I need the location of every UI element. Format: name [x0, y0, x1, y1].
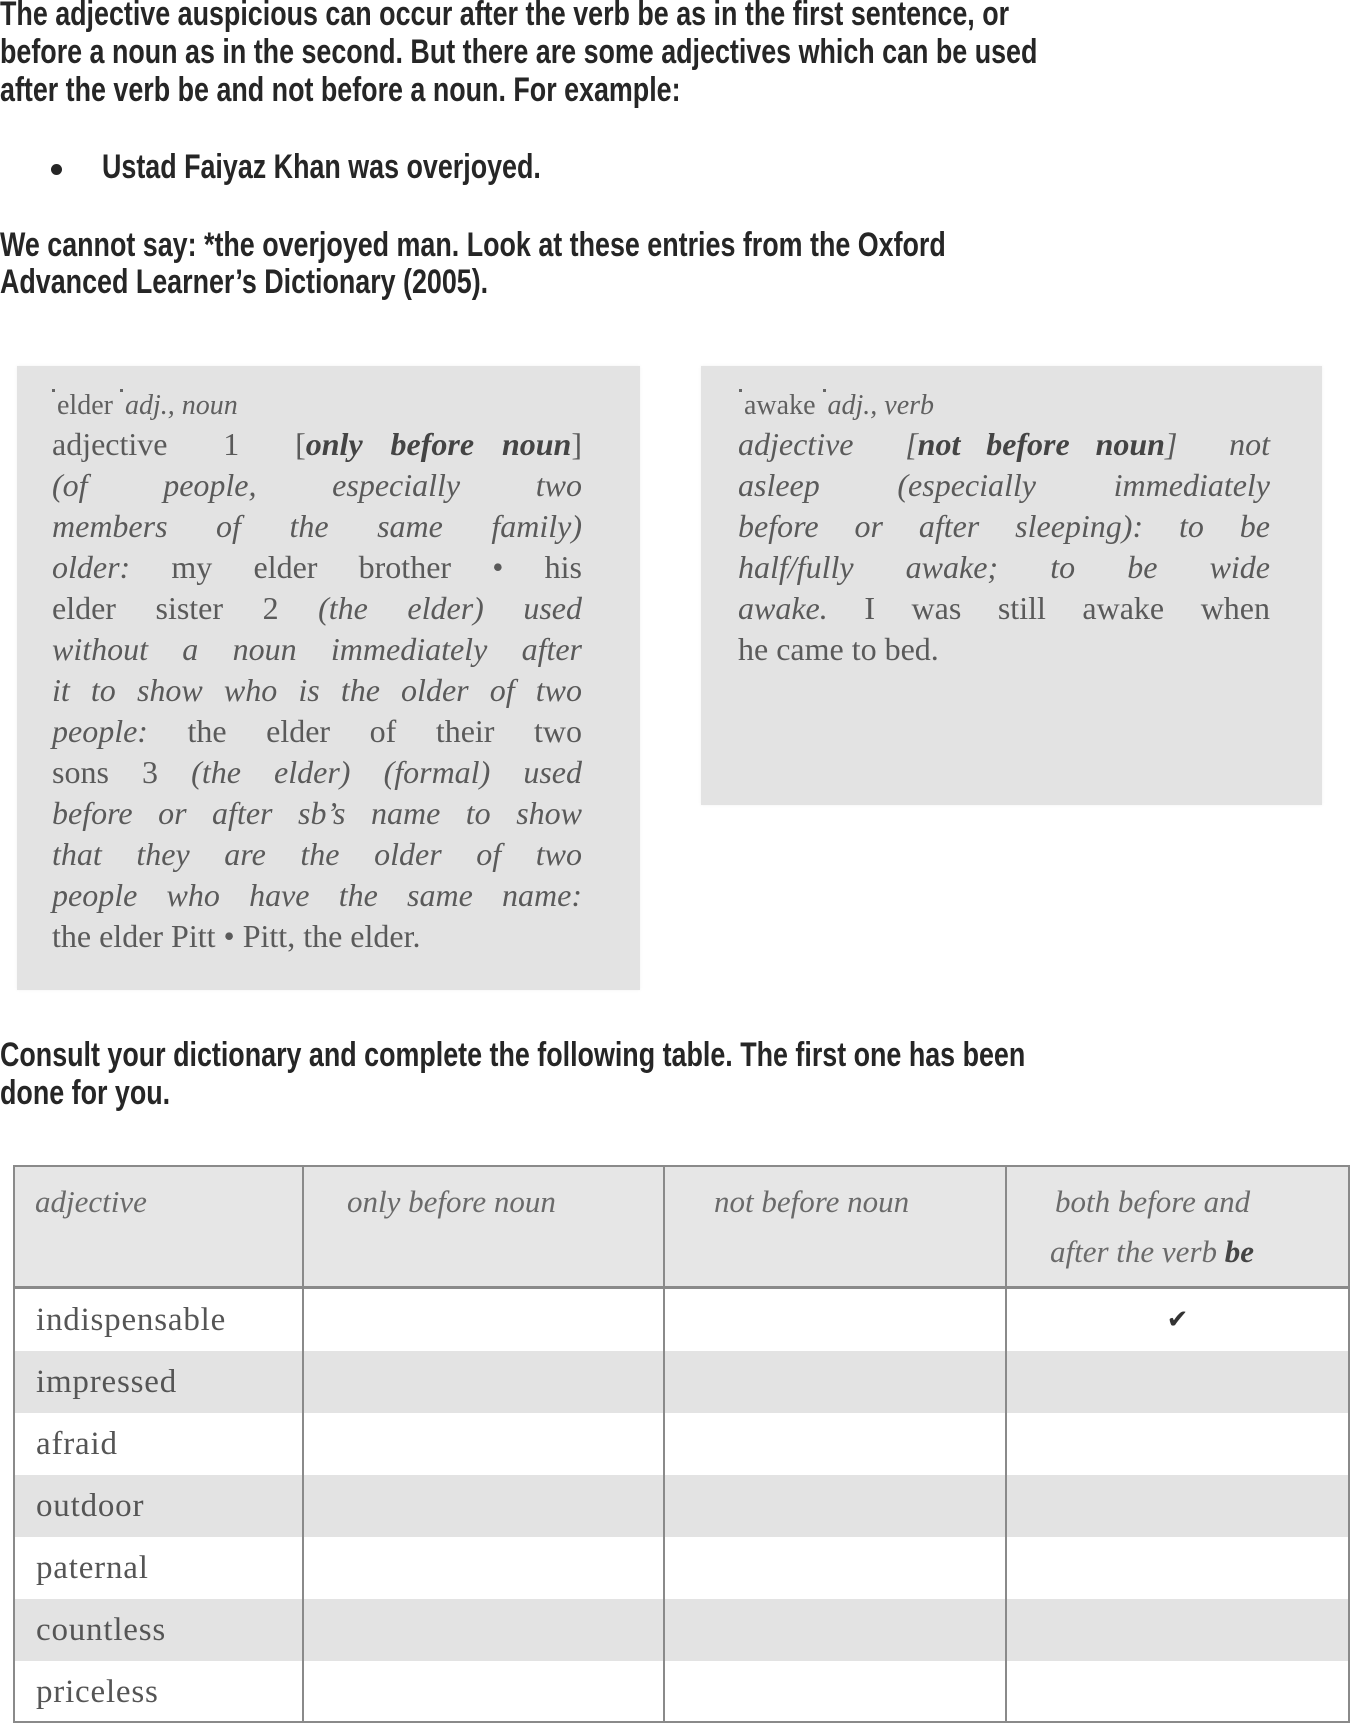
table-row [15, 1475, 1348, 1537]
definition-text: half/fully awake; to be wide [738, 549, 1270, 585]
definition-text: (of people, especially two [52, 467, 582, 503]
table-row [15, 1289, 1348, 1351]
part-of-speech: adj., noun [124, 390, 238, 421]
definition-text: (the elder) used [318, 590, 583, 626]
adjective-cell: countless [36, 1612, 167, 1648]
header-not-before-noun: not before noun [714, 1184, 910, 1219]
definition-line [52, 506, 582, 547]
definition-line [52, 465, 582, 506]
definition-line [738, 465, 1270, 506]
definition-text: ] not [1164, 426, 1271, 462]
definition-line [738, 547, 1270, 588]
not-before-noun-cell[interactable] [665, 1351, 1005, 1413]
not-before-noun-cell[interactable] [665, 1289, 1005, 1351]
definition-line [52, 793, 582, 834]
intro-line-3: after the verb be and not before a noun. For example: [0, 71, 681, 109]
definition-line [52, 916, 582, 957]
note-line-1: We cannot say: *the overjoyed man. Look at these entries from the Oxford [0, 226, 946, 264]
only-before-noun-cell[interactable] [304, 1289, 663, 1351]
definition-text: older: [52, 549, 172, 585]
table-header-row [15, 1167, 1348, 1289]
definition-line [738, 424, 1270, 465]
not-before-noun-cell[interactable] [665, 1661, 1005, 1723]
definition-line [52, 752, 582, 793]
table-row [15, 1599, 1348, 1661]
definition-line [52, 547, 582, 588]
definition-line [52, 670, 582, 711]
definition-text: without a noun immediately after [52, 631, 582, 667]
stress-mark-icon [52, 389, 55, 392]
definition-text: before or after sleeping): to be [738, 508, 1270, 544]
part-of-speech: adj., verb [827, 390, 935, 421]
both-cell[interactable] [1007, 1289, 1348, 1351]
dictionary-entry-awake [701, 366, 1322, 805]
bullet-icon [51, 164, 62, 175]
definition-line [52, 711, 582, 752]
not-before-noun-cell[interactable] [665, 1413, 1005, 1475]
column-divider [663, 1167, 665, 1721]
header-only-before-noun: only before noun [347, 1184, 556, 1219]
entry-headline [52, 385, 238, 426]
definition-text: my elder brother • his [171, 549, 583, 585]
entry-headline [739, 385, 934, 426]
both-cell[interactable] [1007, 1413, 1348, 1475]
definition-line [738, 506, 1270, 547]
definition-text: it to show who is the older of two [52, 672, 582, 708]
adjective-cell: impressed [36, 1364, 178, 1400]
adjective-cell: indispensable [36, 1302, 227, 1338]
table-row [15, 1413, 1348, 1475]
definition-text: only before noun [305, 426, 572, 462]
not-before-noun-cell[interactable] [665, 1599, 1005, 1661]
column-divider [1005, 1167, 1007, 1721]
adjective-cell: priceless [36, 1674, 159, 1710]
instruction-line-1: Consult your dictionary and complete the following table. The first one has been [0, 1036, 1026, 1074]
adjective-cell: outdoor [36, 1488, 145, 1524]
headword: awake [744, 390, 816, 421]
definition-text: the elder Pitt • Pitt, the elder. [52, 918, 421, 954]
stress-mark-icon [120, 389, 123, 392]
intro-line-2: before a noun as in the second. But there are some adjectives which can be used [0, 33, 1038, 71]
definition-text: people: [52, 713, 188, 749]
only-before-noun-cell[interactable] [304, 1599, 663, 1661]
both-cell[interactable] [1007, 1475, 1348, 1537]
only-before-noun-cell[interactable] [304, 1475, 663, 1537]
definition-text: (the elder) (formal) used [191, 754, 582, 790]
checkmark-icon: ✔ [1166, 1305, 1189, 1335]
definition-text: adjective 1 [ [52, 426, 306, 462]
definition-text: members of the same family) [52, 508, 582, 544]
stress-mark-icon [823, 389, 826, 392]
table-row [15, 1537, 1348, 1599]
definition-line [52, 629, 582, 670]
example-sentence: Ustad Faiyaz Khan was overjoyed. [102, 148, 541, 186]
definition-text: awake. [738, 590, 865, 626]
header-both-line-1: both before and [1055, 1184, 1251, 1219]
stress-mark-icon [739, 389, 742, 392]
note-line-2: Advanced Learner’s Dictionary (2005). [0, 263, 489, 301]
definition-line [52, 424, 582, 465]
definition-line [738, 588, 1270, 629]
definition-line [52, 875, 582, 916]
header-adjective: adjective [35, 1184, 147, 1219]
adjective-exercise-table [13, 1165, 1350, 1723]
only-before-noun-cell[interactable] [304, 1351, 663, 1413]
both-cell[interactable] [1007, 1599, 1348, 1661]
definition-text: he came to bed. [738, 631, 939, 667]
both-cell[interactable] [1007, 1351, 1348, 1413]
adjective-cell: afraid [36, 1426, 118, 1462]
table-row [15, 1661, 1348, 1723]
definition-text: ] [571, 426, 583, 462]
definition-text: before or after sb’s name to show [52, 795, 582, 831]
both-cell[interactable] [1007, 1661, 1348, 1723]
both-cell[interactable] [1007, 1537, 1348, 1599]
definition-text: I was still awake when [864, 590, 1271, 626]
definition-text: the elder of their two [187, 713, 583, 749]
table-row [15, 1351, 1348, 1413]
only-before-noun-cell[interactable] [304, 1661, 663, 1723]
header-both-line-2 [1050, 1229, 1254, 1275]
definition-line [52, 588, 582, 629]
header-both-text: after the verb [1050, 1234, 1225, 1269]
definition-text: elder sister 2 [52, 590, 319, 626]
not-before-noun-cell[interactable] [665, 1537, 1005, 1599]
adjective-cell: paternal [36, 1550, 149, 1586]
only-before-noun-cell[interactable] [304, 1537, 663, 1599]
column-divider [302, 1167, 304, 1721]
dictionary-entry-elder [17, 366, 640, 990]
definition-text: that they are the older of two [52, 836, 582, 872]
header-be-bold: be [1224, 1234, 1255, 1269]
definition-text: people who have the same name: [52, 877, 582, 913]
headword: elder [57, 390, 113, 421]
definition-text: not before noun [917, 426, 1165, 462]
definition-text: sons 3 [52, 754, 192, 790]
not-before-noun-cell[interactable] [665, 1475, 1005, 1537]
definition-text: asleep (especially immediately [738, 467, 1270, 503]
definition-line [52, 834, 582, 875]
definition-line [738, 629, 1270, 670]
instruction-line-2: done for you. [0, 1074, 171, 1112]
definition-text: adjective [ [738, 426, 918, 462]
intro-line-1: The adjective auspicious can occur after the verb be as in the first sentence, or [0, 0, 1010, 33]
only-before-noun-cell[interactable] [304, 1413, 663, 1475]
